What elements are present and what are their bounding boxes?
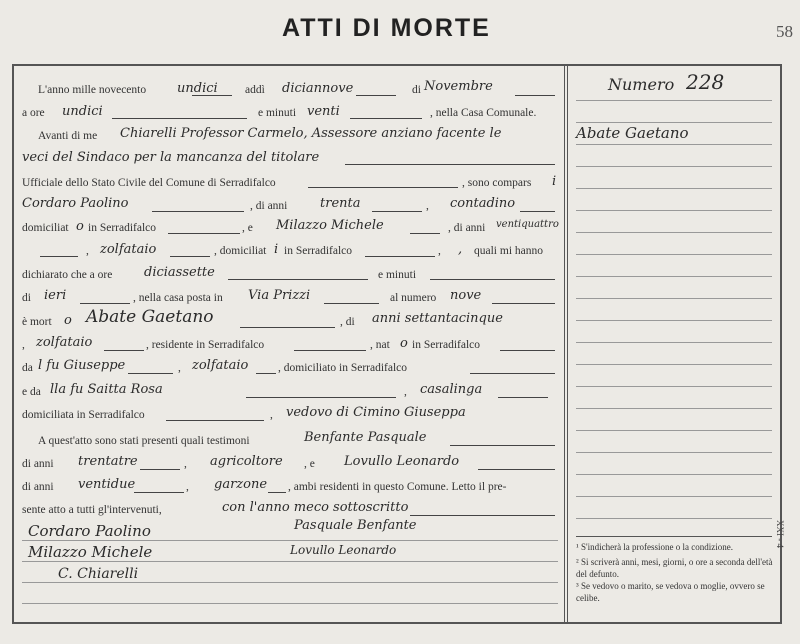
printed-text: domiciliat	[22, 222, 69, 234]
printed-text: e da	[22, 386, 41, 398]
handwritten-text: venti	[307, 104, 340, 119]
footnote: ² Si scriverà anni, mesi, giorni, o ore a seconda dell'età del defunto.	[576, 557, 773, 579]
deceased-name: Abate Gaetano	[576, 124, 689, 142]
handwritten-text: Via Prizzi	[248, 288, 311, 303]
handwritten-text: undici	[177, 81, 218, 96]
signature: Cordaro Paolino	[28, 522, 151, 540]
handwritten-text: Lovullo Leonardo	[344, 454, 460, 469]
handwritten-text: o	[64, 313, 72, 328]
signature: Lovullo Leonardo	[290, 543, 397, 557]
printed-text: , nella Casa Comunale.	[430, 107, 537, 119]
printed-text: di anni	[22, 481, 54, 493]
handwritten-text: zolfataio	[192, 358, 249, 373]
printed-text: al numero	[390, 292, 437, 304]
printed-text: da	[22, 362, 33, 374]
page-number: 58	[776, 22, 793, 41]
printed-text: sente atto a tutti gl'intervenuti,	[22, 504, 162, 516]
handwritten-text: garzone	[214, 477, 268, 492]
printed-text: ,	[184, 458, 187, 470]
printed-text: di	[22, 292, 31, 304]
printed-text: e minuti	[378, 269, 417, 281]
printed-text: , sono compars	[462, 177, 532, 189]
printed-text: , di anni	[448, 222, 486, 234]
printed-text: L'anno mille novecento	[38, 84, 147, 96]
printed-text: in Serradifalco	[88, 222, 157, 234]
footnote: ¹ S'indicherà la professione o la condizione.	[576, 542, 734, 552]
printed-text: di	[412, 84, 421, 96]
printed-text: , e	[304, 458, 315, 470]
handwritten-text: l fu Giuseppe	[38, 358, 126, 373]
printed-text: domiciliata in Serradifalco	[22, 409, 145, 421]
handwritten-text: ventiquattro	[496, 219, 559, 230]
handwritten-text: con l'anno meco sottoscritto	[222, 500, 409, 515]
numero-label: Numero	[608, 75, 675, 94]
printed-text: quali mi hanno	[474, 245, 543, 257]
printed-text: a ore	[22, 107, 45, 119]
handwritten-text: diciassette	[144, 265, 215, 280]
handwritten-text: ieri	[44, 288, 67, 303]
printed-text: Ufficiale dello Stato Civile del Comune di Serradifalco	[22, 177, 276, 189]
handwritten-text: Abate Gaetano	[86, 307, 214, 327]
handwritten-text: diciannove	[282, 81, 354, 96]
handwritten-text: Novembre	[424, 79, 493, 94]
handwritten-text: casalinga	[420, 382, 483, 397]
printed-text: , residente in Serradifalco	[146, 339, 265, 351]
handwritten-text: i	[552, 174, 557, 189]
printed-text: ,	[404, 386, 407, 398]
printed-text: A quest'atto sono stati presenti quali testimoni	[38, 435, 250, 447]
handwritten-text: agricoltore	[210, 454, 283, 469]
printed-text: ,	[86, 245, 89, 257]
handwritten-text: contadino	[450, 196, 516, 211]
handwritten-text: trentatre	[78, 454, 138, 469]
handwritten-text: undici	[62, 104, 103, 119]
handwritten-text: lla fu Saitta Rosa	[50, 382, 163, 397]
printed-text: , domiciliato in Serradifalco	[278, 362, 408, 374]
handwritten-text: zolfataio	[36, 335, 93, 350]
signature: Milazzo Michele	[28, 543, 153, 561]
handwritten-text: nove	[450, 288, 482, 303]
column-divider	[564, 64, 568, 624]
printed-text: in Serradifalco	[412, 339, 481, 351]
printed-text: ,	[438, 245, 441, 257]
handwritten-text: Milazzo Michele	[276, 218, 384, 233]
handwritten-text: Benfante Pasquale	[304, 430, 427, 445]
printed-text: , domiciliat	[214, 245, 267, 257]
printed-text: ,	[22, 339, 25, 351]
handwritten-text: Cordaro Paolino	[22, 196, 129, 211]
printed-text: ,	[270, 409, 273, 421]
handwritten-text: ,	[458, 242, 463, 257]
printed-text: , di anni	[250, 200, 288, 212]
printed-text: ,	[186, 481, 189, 493]
handwritten-text: i	[274, 242, 279, 257]
printed-text: ,	[178, 362, 181, 374]
printed-text: di anni	[22, 458, 54, 470]
handwritten-text: o	[76, 219, 84, 234]
printed-text: in Serradifalco	[284, 245, 353, 257]
printed-text: , nella casa posta in	[133, 292, 223, 304]
printed-text: è mort	[22, 316, 52, 328]
side-tag: XXI - 4	[775, 520, 785, 548]
page-title: ATTI DI MORTE	[282, 14, 491, 42]
printed-text: , e	[242, 222, 253, 234]
signature: C. Chiarelli	[58, 566, 139, 582]
printed-text: , di	[340, 316, 355, 328]
signature: Pasquale Benfante	[294, 518, 417, 533]
handwritten-text: Chiarelli Professor Carmelo, Assessore anziano facente le	[120, 126, 502, 141]
handwritten-text: vedovo di Cimino Giuseppa	[286, 405, 466, 420]
footnote: ³ Se vedovo o marito, se vedova o moglie, ovvero se celibe.	[576, 581, 765, 603]
handwritten-text: trenta	[320, 196, 361, 211]
printed-text: Avanti di me	[38, 130, 98, 142]
handwritten-text: veci del Sindaco per la mancanza del titolare	[22, 150, 320, 165]
handwritten-text: anni settantacinque	[372, 311, 503, 326]
printed-text: dichiarato che a ore	[22, 269, 113, 281]
handwritten-text: o	[400, 336, 408, 351]
handwritten-text: zolfataio	[100, 242, 157, 257]
printed-text: , ambi residenti in questo Comune. Letto il pre-	[288, 481, 507, 493]
printed-text: ,	[426, 200, 429, 212]
printed-text: , nat	[370, 339, 390, 351]
numero-value: 228	[686, 70, 725, 94]
printed-text: e minuti	[258, 107, 297, 119]
handwritten-text: ventidue	[78, 477, 136, 492]
printed-text: addì	[245, 84, 265, 96]
